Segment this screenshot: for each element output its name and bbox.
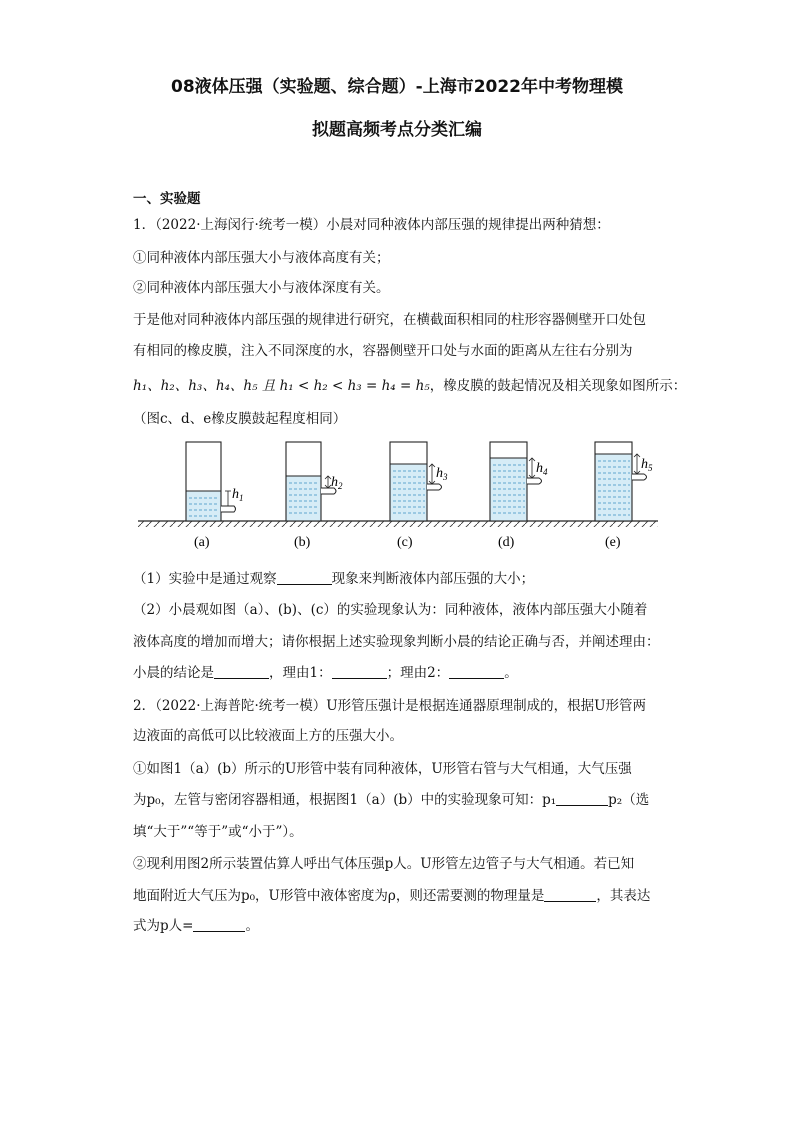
q1-line-7: （图c、d、e橡皮膜鼓起程度相同）: [133, 411, 347, 427]
q1-reason2-label: ；理由2：: [386, 665, 450, 681]
q2-line-7: [133, 884, 650, 904]
fig-label-c: (c): [397, 535, 413, 550]
q1-part-2-line-1: （2）小晨观如图（a）、(b)、(c）的实验现象认为：同种液体，液体内部压强大小随着: [133, 602, 648, 618]
h5-label: $h_5$: [641, 457, 653, 473]
q2-line-2: 边液面的高低可以比较液面上方的压强大小。: [133, 728, 403, 744]
q2-line-6: ②现利用图2所示装置估算人呼出气体压强p人。U形管左边管子与大气相通。若已知: [133, 856, 635, 872]
page-title-line-2: 拟题高频考点分类汇编: [312, 120, 482, 140]
container-c: [390, 442, 442, 521]
container-b: [286, 442, 336, 521]
container-e: [595, 442, 647, 521]
q1-line-6-text: ，橡皮膜的鼓起情况及相关现象如图所示：: [429, 378, 687, 394]
q1-part-2-line-2: 液体高度的增加而增大；请你根据上述实验现象判断小晨的结论正确与否，并阐述理由：: [133, 634, 660, 650]
q1-part-2-line-3: [133, 661, 518, 681]
h1-label: $h_1$: [232, 487, 244, 503]
container-a: [186, 442, 236, 521]
fig-label-b: (b): [294, 535, 311, 550]
containers-figure: [133, 436, 663, 554]
q2-line-1: 2．（2022·上海普陀·统考一模）U形管压强计是根据连通器原理制成的，根据U形管两: [133, 698, 647, 714]
q1-line-1: 1．（2022·上海闵行·统考一模）小晨对同种液体内部压强的规律提出两种猜想：: [133, 217, 610, 233]
fig-label-d: (d): [498, 535, 515, 550]
q1-part-1-text-b: 现象来判断液体内部压强的大小；: [331, 571, 535, 587]
q2-line-8-text-b: 。: [245, 918, 259, 934]
h4-label: $h_4$: [536, 461, 548, 477]
q2-line-5: 填“大于”“等于”或“小于”）。: [133, 824, 303, 840]
answer-blank-expression[interactable]: [193, 917, 245, 932]
h2-label: $h_2$: [331, 475, 343, 491]
q1-part-1: [133, 567, 534, 587]
q1-line-3: ②同种液体内部压强大小与液体深度有关。: [133, 280, 390, 296]
q1-line-2: ①同种液体内部压强大小与液体高度有关；: [133, 250, 390, 266]
answer-blank-compare[interactable]: [556, 791, 608, 806]
q1-conclusion-label: 小晨的结论是: [133, 665, 214, 681]
q1-part-1-text-a: （1）实验中是通过观察: [133, 571, 277, 587]
q2-line-3: ①如图1（a）(b）所示的U形管中装有同种液体，U形管右管与大气相通，大气压强: [133, 761, 632, 777]
answer-blank-observe[interactable]: [277, 570, 332, 585]
answer-blank-reason-2[interactable]: [449, 664, 504, 679]
q1-reason1-label: ，理由1：: [269, 665, 332, 681]
q2-line-8: [133, 914, 259, 934]
ground-hatch: [138, 521, 658, 527]
q1-end-mark: 。: [504, 665, 518, 681]
q1-line-4: 于是他对同种液体内部压强的规律进行研究，在横截面积相同的柱形容器侧壁开口处包: [133, 312, 646, 328]
section-heading: 一、实验题: [133, 191, 201, 207]
q1-line-5: 有相同的橡皮膜，注入不同深度的水，容器侧壁开口处与水面的距离从左往右分别为: [133, 343, 633, 359]
q2-line-7-text-a: 地面附近大气压为p₀，U形管中液体密度为ρ，则还需要测的物理量是: [133, 888, 545, 904]
fig-label-a: (a): [194, 535, 210, 550]
q2-line-7-text-b: ，其表达: [596, 888, 651, 904]
q2-line-4-text-b: p₂（选: [608, 792, 650, 808]
h3-label: $h_3$: [436, 466, 448, 482]
q2-line-4-text-a: 为p₀，左管与密闭容器相通，根据图1（a）(b）中的实验现象可知：p₁: [133, 792, 557, 808]
fig-label-e: (e): [605, 535, 621, 550]
q1-line-6: [133, 374, 686, 394]
q1-h-relation: h₁、h₂、h₃、h₄、h₅ 且 h₁ < h₂ < h₃ = h₄ = h₅: [133, 378, 430, 394]
container-d: [490, 442, 542, 521]
answer-blank-conclusion[interactable]: [214, 664, 269, 679]
q2-line-4: [133, 788, 649, 808]
answer-blank-reason-1[interactable]: [332, 664, 387, 679]
page-title-line-1: 08液体压强（实验题、综合题）-上海市2022年中考物理模: [170, 77, 624, 97]
q2-line-8-text-a: 式为p人=: [133, 918, 194, 934]
answer-blank-quantity[interactable]: [544, 887, 596, 902]
